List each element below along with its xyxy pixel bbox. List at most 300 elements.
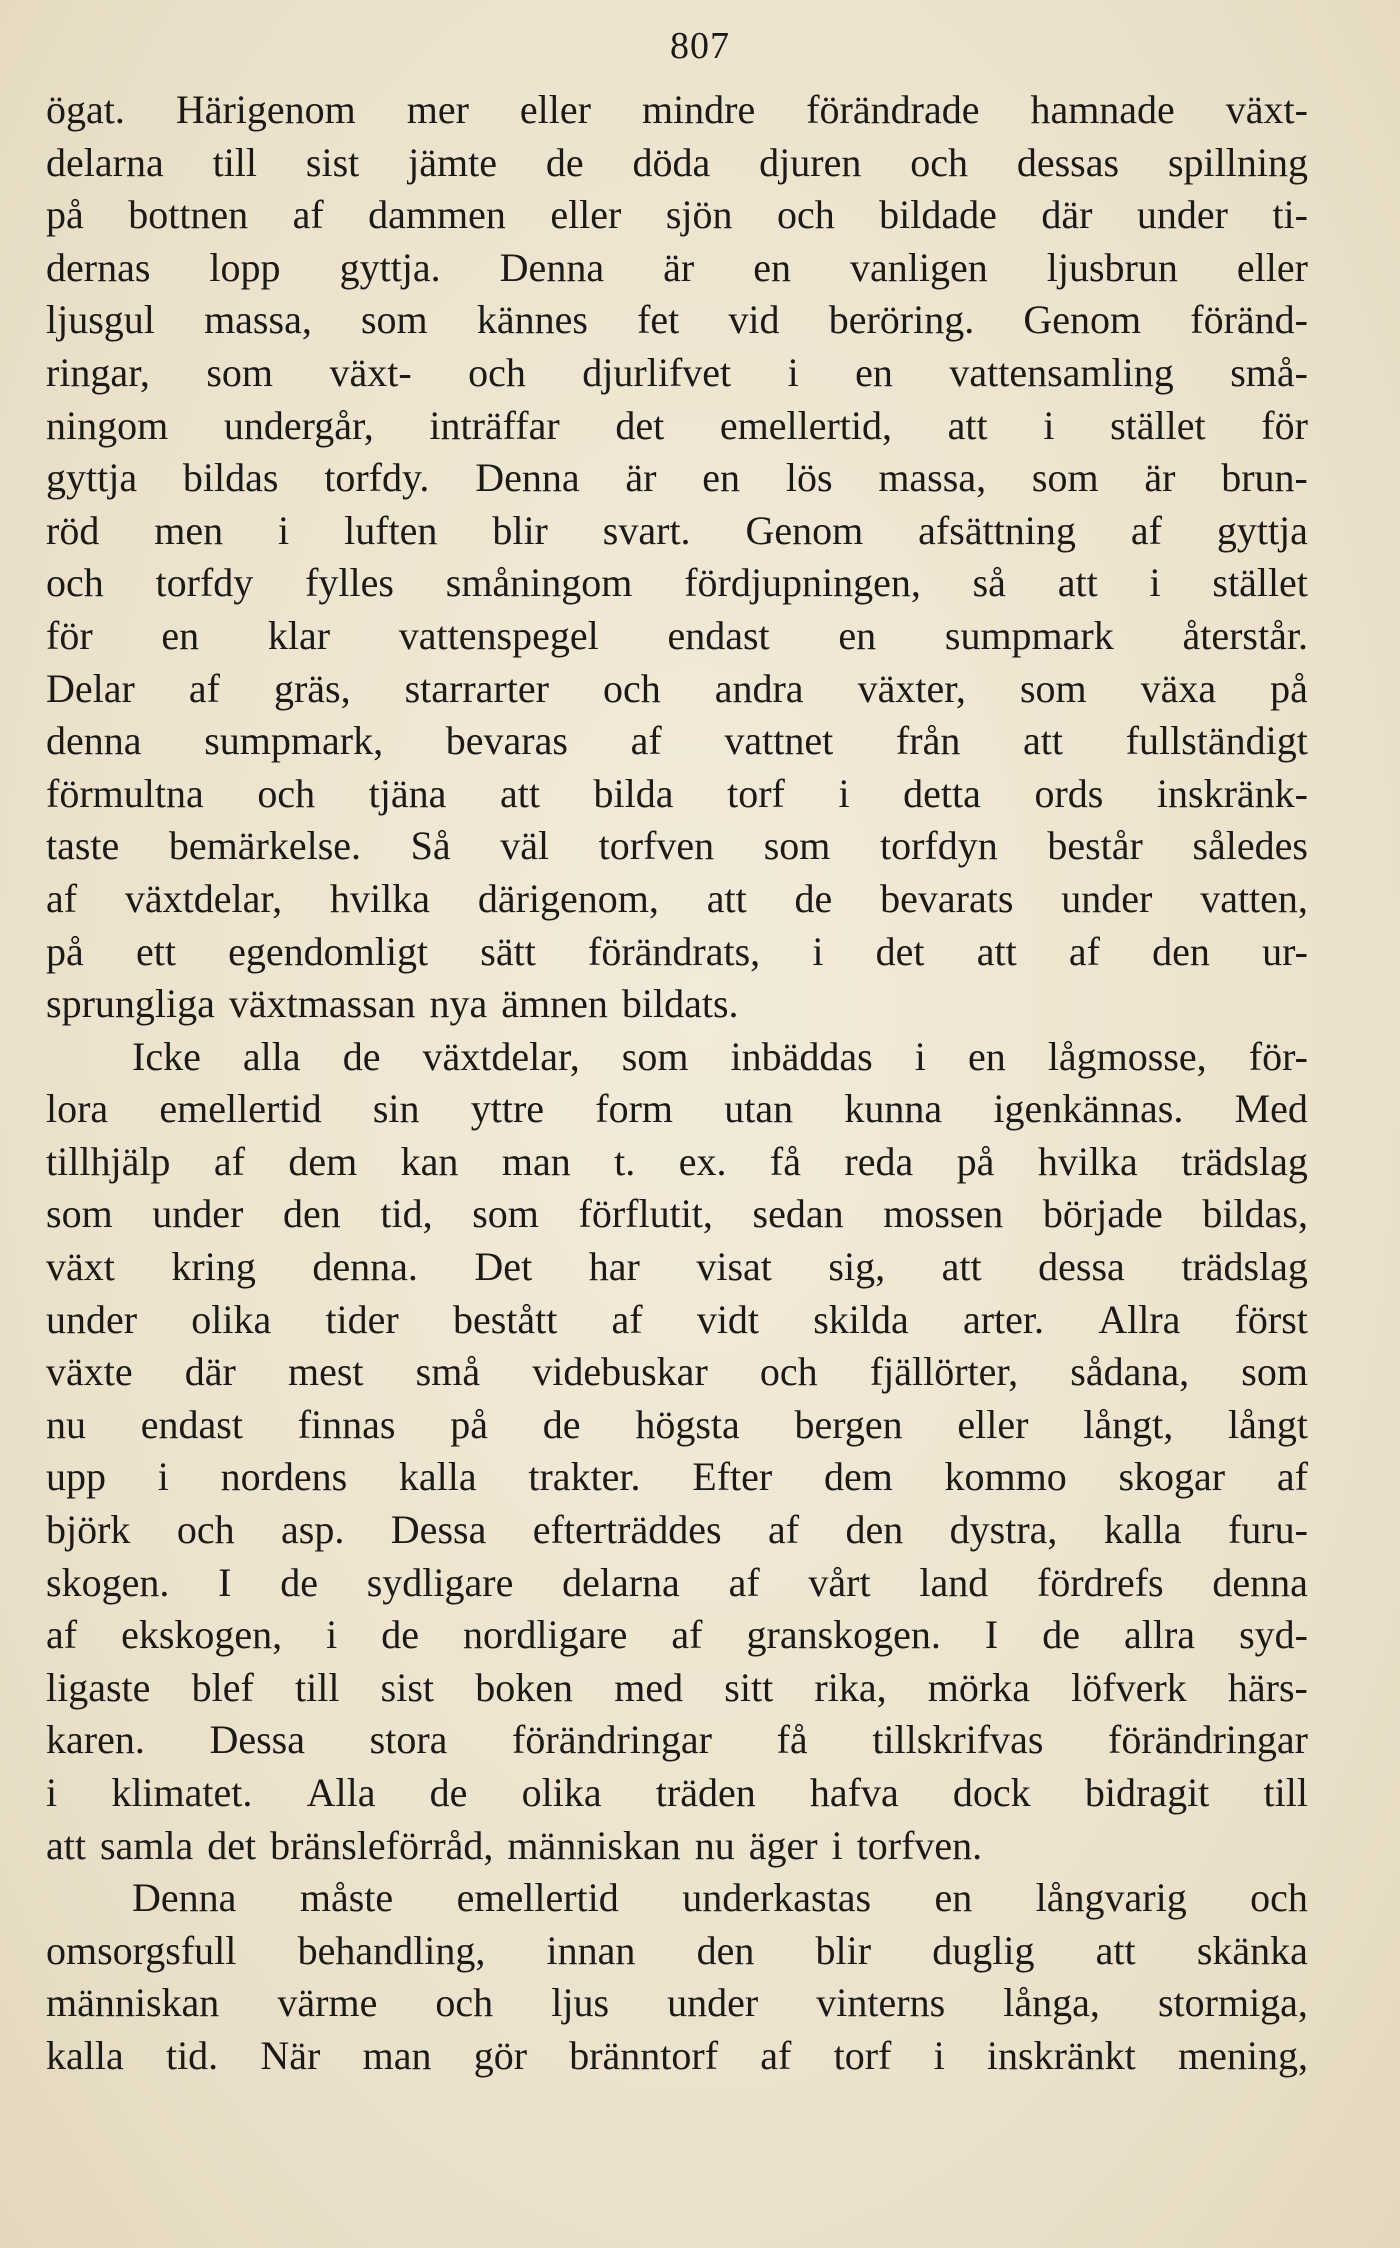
word: form [595,1086,674,1132]
word: Allra [1098,1296,1181,1342]
word: boken [475,1664,573,1710]
word: växt- [329,349,412,395]
word: små [415,1349,481,1395]
word: efterträddes [532,1507,722,1553]
word: arter. [962,1296,1045,1342]
word: ögat. [46,87,125,132]
word: bränsleförråd, [270,1822,494,1868]
word: af [1130,507,1162,553]
word: I [218,1559,232,1605]
text-line [46,820,1308,873]
text-line [46,2030,1308,2083]
word: att [499,770,540,816]
word: bildade [879,192,997,238]
word: torfdy [155,560,254,606]
word: tid, [380,1191,433,1237]
word: bevaras [445,718,568,764]
word: under [1061,875,1153,921]
word: torf [833,2032,892,2078]
word: började [1042,1191,1163,1237]
word: röd [46,507,100,553]
word: i [46,1770,58,1815]
word: allra [1124,1612,1196,1658]
word: värme [277,1980,378,2026]
word: ex. [678,1138,727,1184]
word: sedan [752,1191,844,1237]
word: till [212,139,258,185]
word: ords [1034,770,1104,816]
word: ligaste [46,1664,151,1710]
word: eller [957,1401,1029,1447]
word: sådana, [1070,1349,1190,1395]
word: ti- [1272,192,1308,238]
word: land [919,1559,989,1605]
word: de [381,1612,420,1658]
word: att [1023,718,1063,764]
word: bränntorf [569,2032,719,2078]
word: bergen [794,1401,903,1447]
word: visat [696,1244,772,1290]
word: af [46,875,78,921]
word: och [257,770,316,816]
word: människan [46,1980,220,2026]
word: är [663,244,695,290]
word: delarna [46,139,164,185]
text-line [46,1136,1308,1189]
word: bilda [593,770,674,816]
word: vid [728,297,780,343]
word: består [1047,823,1143,869]
word: torfdy. [324,455,430,501]
text-line [46,1504,1308,1557]
word: olika [191,1296,272,1342]
word: en [702,455,741,501]
word: afsättning [918,507,1076,553]
word: stället [1212,560,1308,606]
word: rika, [814,1664,887,1710]
word: på [956,1138,995,1184]
word: ljusbrun [1046,244,1178,290]
word: för- [1248,1033,1308,1079]
word: emellertid [159,1086,322,1132]
word: mörka [927,1664,1030,1710]
word: skogar [1118,1454,1226,1500]
text-line [46,978,1308,1031]
word: dock [952,1770,1031,1815]
word: att [947,402,988,448]
word: långa, [1003,1980,1100,2026]
text-line [46,768,1308,821]
word: samla [99,1822,194,1868]
word: är [1144,455,1176,501]
word: dem [288,1138,358,1184]
word: blef [191,1664,254,1710]
page-number: 807 [670,25,730,67]
word: omsorgsfull [46,1927,237,1973]
word: så [972,560,1006,606]
word: måste [299,1875,394,1921]
word: gyttja [1216,507,1308,553]
word: i [933,2032,945,2078]
word: kan [400,1138,459,1184]
word: bildats. [621,981,739,1027]
text-line [46,1346,1308,1399]
word: trädslag [1181,1138,1308,1184]
word: att [46,1822,86,1868]
word: stället [1110,402,1206,448]
word: igenkännas. [993,1086,1184,1132]
word: förmultna [46,770,204,816]
word: växtdelar, [422,1033,580,1079]
word: de [429,1770,468,1815]
word: karen. [46,1717,145,1763]
word: sist [305,139,360,185]
text-line [46,84,1308,137]
word: Med [1234,1086,1308,1132]
text-line [46,1925,1308,1978]
word: och [468,349,526,395]
word: lågmosse, [1047,1033,1207,1079]
word: bildas [182,455,279,501]
word: således [1192,823,1308,869]
word: hvilka [329,875,430,921]
word: delarna [562,1559,680,1605]
word: starrarter [404,665,549,711]
word: vinterns [816,1980,946,2026]
word: blir [492,507,548,553]
word: äger [748,1822,818,1868]
word: och [435,1980,494,2026]
word: af [760,2032,792,2078]
word: hafva [809,1770,899,1815]
word: under [152,1191,244,1237]
word: dessas [1016,139,1120,185]
text-line [46,1609,1308,1662]
word: innan [546,1927,636,1973]
word: ämnen [501,981,608,1027]
text-line [46,873,1308,926]
word: trädslag [1181,1244,1308,1290]
word: detta [903,770,981,816]
word: mindre [641,87,756,132]
word: kalla [398,1454,477,1500]
word: ringar, [46,349,150,395]
word: fjällörter, [869,1349,1019,1395]
word: långvarig [1035,1875,1187,1921]
word: af [611,1296,643,1342]
word: björk [46,1507,131,1553]
word: djuren [759,139,862,185]
word: af [1276,1454,1308,1500]
word: den [845,1507,904,1553]
word: växtmassan [228,981,416,1027]
word: den [282,1191,341,1237]
word: kommo [944,1454,1067,1500]
word: träden [655,1770,756,1815]
word: af [1068,928,1100,974]
word: en [967,1033,1006,1079]
word: i [326,1612,338,1658]
word: det [615,402,665,448]
word: Så [410,823,451,869]
word: har [588,1244,640,1290]
word: under [667,1980,759,2026]
word: de [794,875,833,921]
word: torfven. [856,1822,983,1868]
word: först [1234,1296,1308,1342]
word: af [46,1612,78,1658]
word: vårt [808,1559,871,1605]
word: vidt [696,1296,760,1342]
word: torf [727,770,785,816]
word: i [157,1454,169,1500]
word: sätt [480,928,536,974]
word: som [46,1191,113,1237]
word: sumpmark, [204,718,384,764]
word: dessa [1038,1244,1125,1290]
word: asp. [281,1507,345,1553]
word: att [1057,560,1098,606]
word: i [831,1822,843,1868]
word: inträffar [429,402,560,448]
word: och [602,665,661,711]
word: en [934,1875,973,1921]
word: sig, [828,1244,886,1290]
word: den [1152,928,1210,974]
text-line [46,1767,1308,1820]
word: som [360,297,428,343]
word: växter, [857,665,966,711]
word: sin [372,1086,420,1132]
text-line [46,347,1308,400]
word: till [1263,1770,1308,1815]
text-line [46,1451,1308,1504]
word: ett [135,928,176,974]
word: vanligen [849,244,988,290]
word: som [206,349,274,395]
word: Dessa [209,1717,305,1763]
word: Härigenom [175,87,356,132]
word: för [46,612,93,658]
word: fördjupningen, [684,560,921,606]
word: nu [694,1822,735,1868]
word: man [362,2032,432,2078]
word: bevarats [880,875,1014,921]
word: fördrefs [1037,1559,1164,1605]
word: eller [519,87,591,132]
word: döda [632,139,711,185]
word: skilda [813,1296,909,1342]
word: på [1270,665,1308,711]
word: undergår, [223,402,374,448]
word: väl [500,823,550,869]
word: fylles [305,560,394,606]
word: och [176,1507,235,1553]
word: inskränkt [986,2032,1136,2078]
word: skänka [1196,1927,1308,1973]
word: växt [46,1244,115,1290]
word: trakter. [528,1454,641,1500]
word: med [614,1664,684,1710]
word: de [342,1033,381,1079]
word: videbuskar [532,1349,708,1395]
word: Genom [1023,297,1142,343]
word: mossen [883,1191,1004,1237]
word: och [776,192,835,238]
word: löfverk [1071,1664,1187,1710]
word: för [1261,402,1308,448]
word: skogen. [46,1559,170,1605]
word: en [753,244,791,290]
word: på [450,1401,489,1447]
word: där [1041,192,1093,238]
word: i [838,770,850,816]
text-line [46,1714,1308,1767]
word: dernas [46,244,151,290]
word: en [855,349,893,395]
word: lopp [209,244,281,290]
text-line [46,137,1308,190]
word: inskränk- [1156,770,1308,816]
text-line [46,663,1308,716]
word: denna [1212,1559,1308,1605]
word: förändrade [806,87,980,132]
word: Denna [475,455,580,501]
word: endast [140,1401,243,1447]
word: andra [714,665,804,711]
word: Denna [132,1875,237,1921]
word: därigenom, [477,875,659,921]
word: torfven [598,823,715,869]
word: af [728,1559,760,1605]
word: få [776,1717,808,1763]
word: att [976,928,1017,974]
word: massa, [204,297,312,343]
word: syd- [1239,1612,1308,1658]
text-line [46,1294,1308,1347]
word: som [621,1033,689,1079]
text-line [46,1662,1308,1715]
word: stormiga, [1157,1980,1308,2026]
word: luften [344,507,438,553]
word: ur- [1262,928,1308,974]
word: vattenspegel [398,612,599,658]
word: som [763,823,831,869]
word: kalla [46,2032,124,2078]
word: nordligare [463,1612,628,1658]
word: mer [406,87,469,132]
text-line [46,452,1308,505]
word: bemärkelse. [168,823,362,869]
word: och [1250,1875,1308,1921]
word: under [46,1296,138,1342]
word: stora [369,1717,448,1763]
word: förändringar [512,1717,712,1763]
text-line [46,1977,1308,2030]
text-line [46,926,1308,979]
word: sumpmark [944,612,1114,658]
word: det [207,1822,257,1868]
word: hamnade [1030,87,1175,132]
word: mening, [1178,2032,1308,2078]
word: mest [287,1349,364,1395]
word: en [161,612,200,658]
word: ljus [551,1980,610,2026]
word: härs- [1227,1664,1308,1710]
word: eller [1236,244,1308,290]
word: yttre [470,1086,545,1132]
word: de [542,1401,581,1447]
word: Denna [499,244,605,290]
word: kring [171,1244,256,1290]
word: bottnen [128,192,249,238]
word: växt- [1225,87,1308,132]
text-line [46,1399,1308,1452]
word: på [46,928,84,974]
word: endast [667,612,770,658]
word: nya [429,981,488,1027]
word: behandling, [297,1927,486,1973]
word: eller [550,192,622,238]
word: sitt [724,1664,774,1710]
word: af [292,192,324,238]
word: emellertid, [719,402,893,448]
word: i [914,1033,926,1079]
word: Alla [306,1770,376,1815]
word: denna [46,718,142,764]
word: lora [46,1086,109,1132]
text-line [46,1241,1308,1294]
word: de [1042,1612,1080,1658]
word: gör [473,2032,528,2078]
word: man [501,1138,571,1184]
word: att [1095,1927,1136,1973]
word: under [1136,192,1228,238]
word: och [46,560,104,606]
word: kännes [476,297,588,343]
word: ekskogen, [121,1612,283,1658]
word: Efter [692,1454,773,1500]
word: spillning [1167,139,1308,185]
word: ningom [46,402,169,448]
word: dammen [368,192,506,238]
word: växte [46,1349,133,1395]
word: svart. [602,507,691,553]
word: vattensamling [949,349,1174,395]
word: långt [1227,1401,1308,1447]
word: dystra, [949,1507,1058,1553]
text-line [46,1031,1308,1084]
word: att [941,1244,982,1290]
word: tjäna [368,770,447,816]
word: det [875,928,925,974]
word: i [812,928,824,974]
word: af [630,718,662,764]
word: där [184,1349,236,1395]
word: men [154,507,224,553]
word: taste [46,823,120,869]
word: vatten, [1200,875,1308,921]
word: djurlifvet [582,349,732,395]
word: sprungliga [46,981,215,1027]
word: till [295,1664,340,1710]
word: återstår. [1182,612,1308,658]
word: som [472,1191,539,1237]
word: finnas [297,1401,396,1447]
word: de [545,139,584,185]
word: förflutit, [578,1191,713,1237]
word: som [1241,1349,1308,1395]
